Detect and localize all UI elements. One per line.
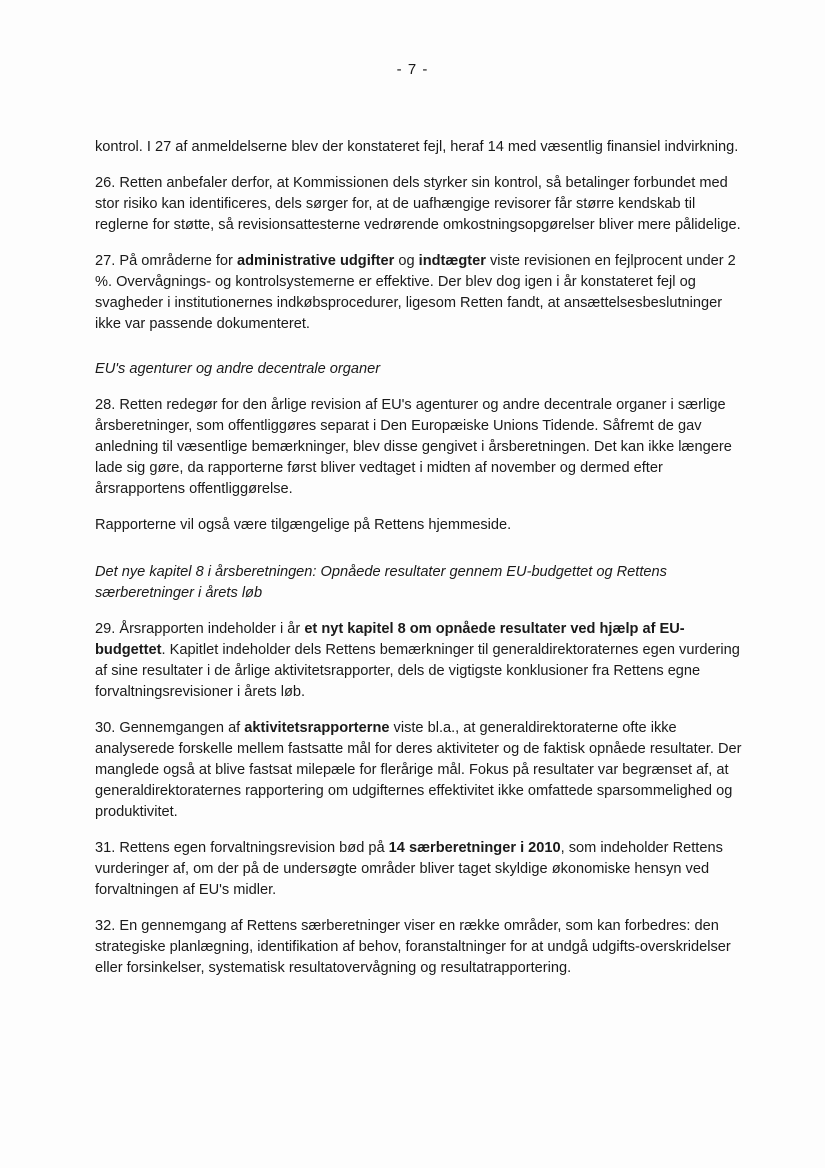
- paragraph-29-post: . Kapitlet indeholder dels Rettens bemærkninger til generaldirektoraternes egen vurdering af sine resultater i de årlige aktivitetsrapporter, dels de vigtigste konklusioner fra Rettens egne forvaltningsrevisioner i årets løb.: [95, 642, 740, 700]
- paragraph-29: [95, 619, 745, 703]
- section-heading-agencies: EU's agenturer og andre decentrale organer: [95, 361, 381, 377]
- paragraph-28-website: Rapporterne vil også være tilgængelige på Rettens hjemmeside.: [95, 517, 512, 533]
- paragraph-31-post: , som indeholder Rettens vurderinger af, om der på de undersøgte områder bliver taget skyldige økonomiske hensyn ved forvaltningen af EU's midler.: [95, 840, 723, 898]
- document-body: [95, 137, 745, 994]
- paragraph-27-mid: og: [394, 253, 419, 269]
- paragraph-intro: kontrol. I 27 af anmeldelserne blev der konstateret fejl, heraf 14 med væsentlig finansiel indvirkning.: [95, 139, 739, 155]
- term-special-reports: 14 særberetninger i 2010: [388, 840, 561, 856]
- paragraph-30-post: viste bl.a., at generaldirektoraterne ofte ikke analyserede forskelle mellem fastsatte mål for deres aktiviteter og de faktisk opnåede resultater. Der manglede også at blive fastsat milepæle for flerårige mål. Fokus på resultater var begrænset af, at generaldirektoraternes rapportering om udgifternes effektivitet ikke omfattede sparsommelighed og produktivitet.: [95, 720, 742, 820]
- term-activity-reports: aktivitetsrapporterne: [244, 720, 390, 736]
- paragraph-26: 26. Retten anbefaler derfor, at Kommissionen dels styrker sin kontrol, så betalinger forbundet med stor risiko kan identificeres, dels sørger for, at de uafhængige revisorer får større kendskab til reglerne for støtte, så revisionsattesterne vedrørende omkostningsopgørelser bliver mere pålidelige.: [95, 175, 741, 233]
- term-revenue: indtægter: [418, 253, 486, 269]
- paragraph-27: [95, 251, 745, 335]
- paragraph-27-pre: 27. På områderne for: [95, 253, 237, 269]
- paragraph-31: [95, 838, 745, 901]
- paragraph-27-post: viste revisionen en fejlprocent under 2 %. Overvågnings- og kontrolsystemerne er effektive. Der blev dog igen i år konstateret fejl og svagheder i institutionernes indkøbsprocedurer, ligesom Retten fandt, at ansættelsesbeslutninger ikke var passende dokumenteret.: [95, 253, 736, 332]
- page-number: - 7 -: [396, 61, 429, 78]
- paragraph-32: 32. En gennemgang af Rettens særberetninger viser en række områder, som kan forbedres: den strategiske planlægning, identifikation af behov, foranstaltninger for at undgå udgifts-overskridelser eller forsinkelser, systematisk resultatovervågning og resultatrapportering.: [95, 918, 731, 976]
- paragraph-30: [95, 718, 745, 823]
- paragraph-29-pre: 29. Årsrapporten indeholder i år: [95, 621, 305, 637]
- term-administrative-expenses: administrative udgifter: [236, 253, 395, 269]
- term-new-chapter-8: et nyt kapitel 8 om opnåede resultater ved hjælp af EU-budgettet: [95, 621, 685, 658]
- section-heading-chapter-8: Det nye kapitel 8 i årsberetningen: Opnåede resultater gennem EU-budgettet og Rettens særberetninger i årets løb: [95, 564, 667, 601]
- paragraph-31-pre: 31. Rettens egen forvaltningsrevision bød på: [95, 840, 389, 856]
- paragraph-28: 28. Retten redegør for den årlige revision af EU's agenturer og andre decentrale organer i særlige årsberetninger, som offentliggøres separat i Den Europæiske Unions Tidende. Såfremt de gav anledning til væsentlige bemærkninger, blev disse gengivet i årsberetningen. Det kan ikke længere lade sig gøre, da rapporterne først bliver vedtaget i midten af november og dermed efter årsrapportens offentliggørelse.: [95, 397, 732, 497]
- paragraph-30-pre: 30. Gennemgangen af: [95, 720, 245, 736]
